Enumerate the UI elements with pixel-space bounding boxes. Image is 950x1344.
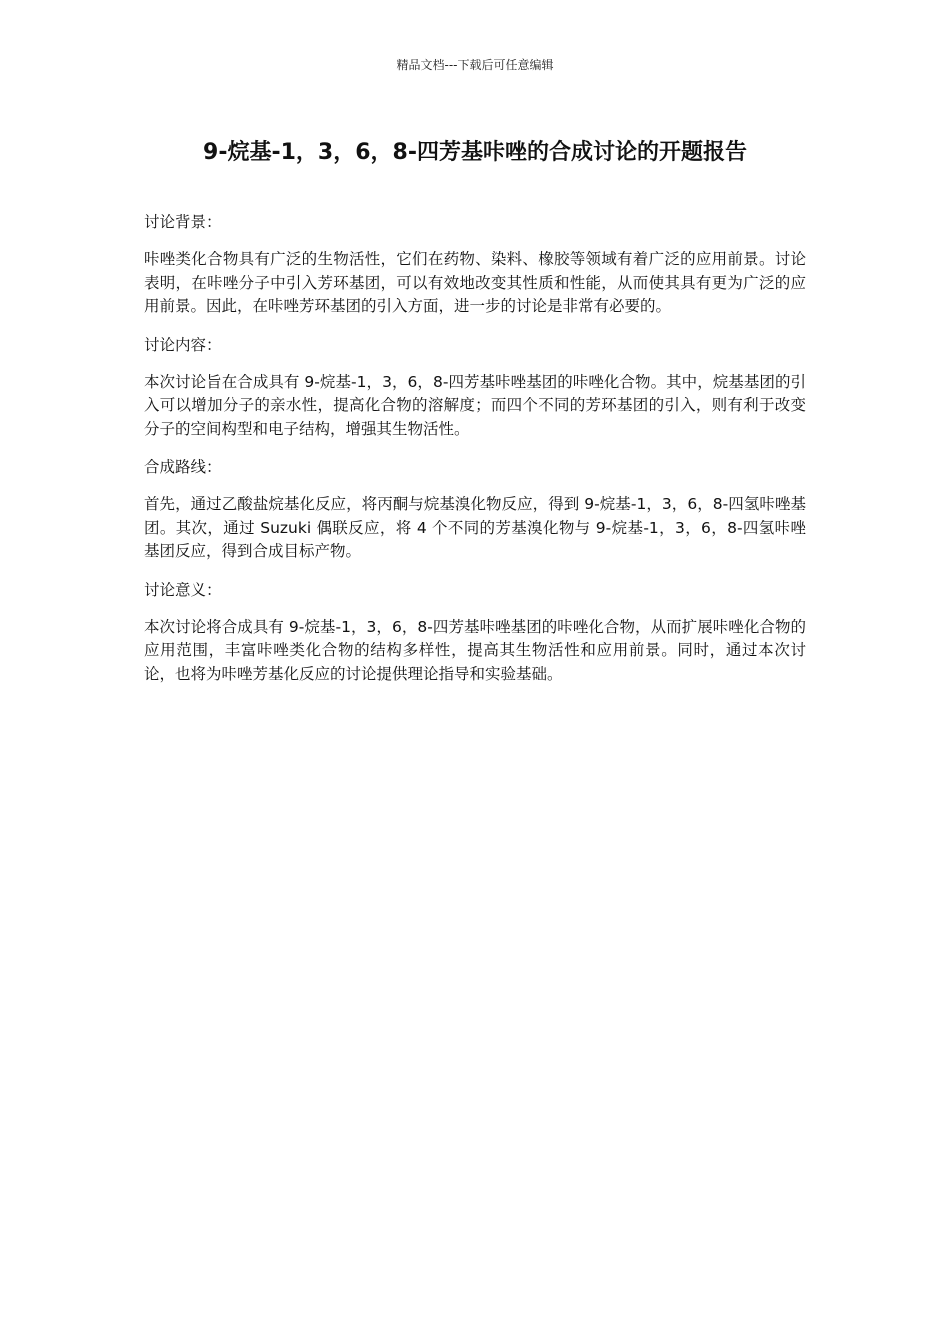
section-heading: 讨论内容：: [144, 335, 222, 354]
section-heading: 合成路线：: [144, 458, 222, 476]
document-body: [144, 210, 806, 700]
section-significance: [144, 578, 806, 687]
section-heading: 讨论背景：: [144, 213, 222, 231]
section-paragraph: 咔唑类化合物具有广泛的生物活性，它们在药物、染料、橡胶等领域有着广泛的应用前景。讨论表明，在咔唑分子中引入芳环基团，可以有效地改变其性质和性能，从而使其具有更为广泛的应用前景。因此，在咔唑芳环基团的引入方面，进一步的讨论是非常有必要的。: [144, 250, 806, 315]
document-title: 9-烷基-1，3，6，8-四芳基咔唑的合成讨论的开题报告: [203, 140, 747, 165]
header-note: 精品文档---下载后可任意编辑: [396, 58, 554, 72]
section-heading: 讨论意义：: [144, 580, 222, 599]
section-paragraph: 本次讨论将合成具有 9-烷基-1，3，6，8-四芳基咔唑基团的咔唑化合物，从而扩展咔唑化合物的应用范围，丰富咔唑类化合物的结构多样性，提高其生物活性和应用前景。同时，通过本次讨论，也将为咔唑芳基化反应的讨论提供理论指导和实验基础。: [144, 617, 806, 683]
section-content: [144, 333, 806, 442]
section-background: [144, 210, 806, 319]
section-paragraph: 首先，通过乙酸盐烷基化反应，将丙酮与烷基溴化物反应，得到 9-烷基-1，3，6，8-四氢咔唑基团。其次，通过 Suzuki 偶联反应，将 4 个不同的芳基溴化物与 9-烷基-1，3，6，8-四氢咔唑基团反应，得到合成目标产物。: [144, 495, 806, 560]
section-synthesis-route: [144, 455, 806, 564]
section-paragraph: 本次讨论旨在合成具有 9-烷基-1，3，6，8-四芳基咔唑基团的咔唑化合物。其中，烷基基团的引入可以增加分子的亲水性，提高化合物的溶解度；而四个不同的芳环基团的引入，则有利于改变分子的空间构型和电子结构，增强其生物活性。: [144, 372, 806, 438]
